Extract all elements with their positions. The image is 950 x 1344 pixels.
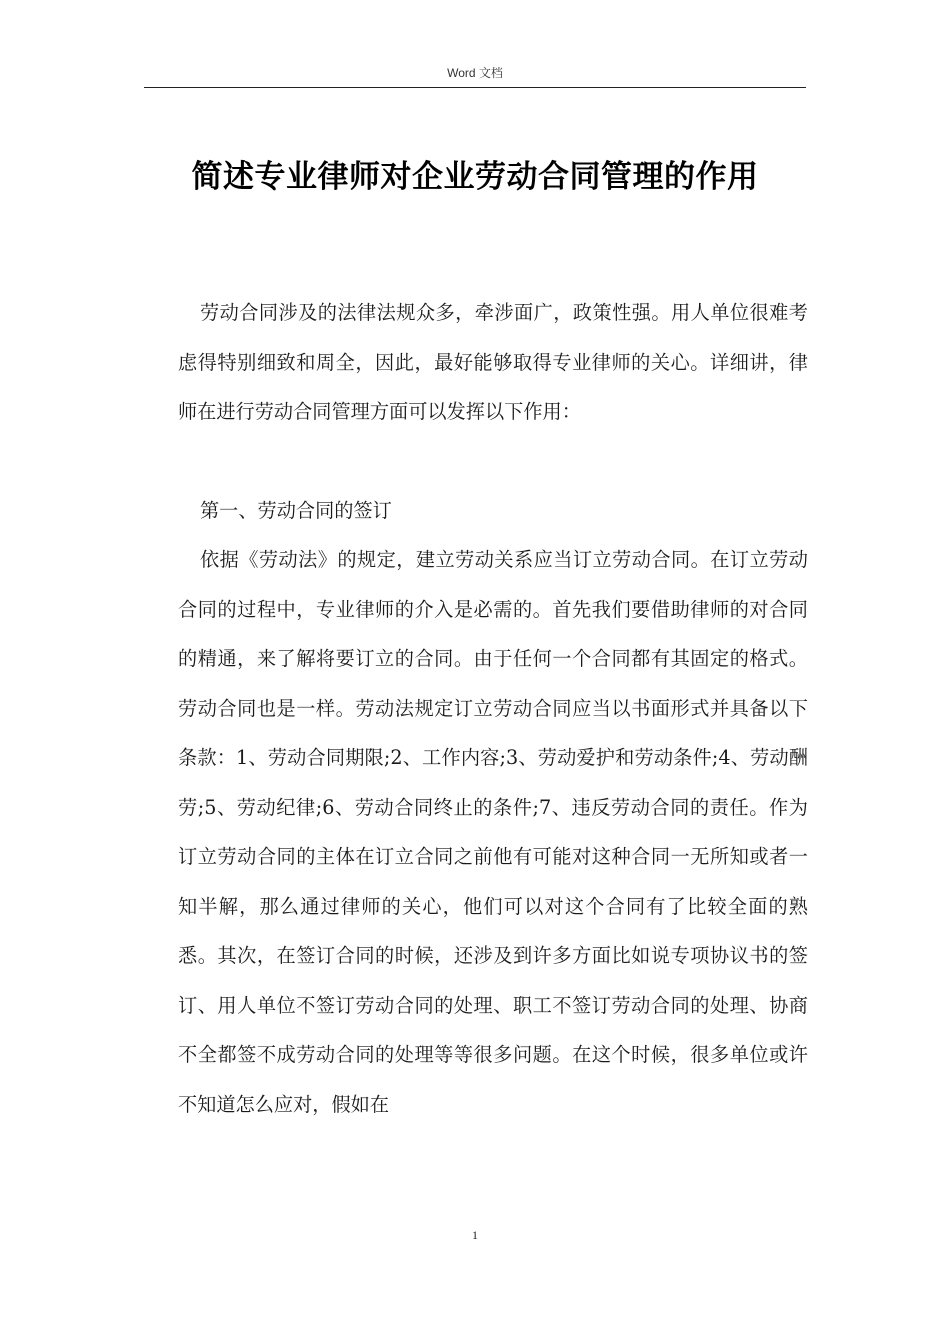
header-divider	[144, 87, 806, 88]
section-heading-signing: 第一、劳动合同的签订	[200, 499, 392, 522]
paragraph-signing-body: 依据《劳动法》的规定，建立劳动关系应当订立劳动合同。在订立劳动合同的过程中，专业律师的介入是必需的。首先我们要借助律师的对合同的精通，来了解将要订立的合同。由于任何一个合同都有其固定的格式。劳动合同也是一样。劳动法规定订立劳动合同应当以书面形式并具备以下条款：1、劳动合同期限;2、工作内容;3、劳动爱护和劳动条件;4、劳动酬劳;5、劳动纪律;6、劳动合同终止的条件;7、违反劳动合同的责任。作为订立劳动合同的主体在订立合同之前他有可能对这种合同一无所知或者一知半解，那么通过律师的关心，他们可以对这个合同有了比较全面的熟悉。其次，在签订合同的时候，还涉及到许多方面比如说专项协议书的签订、用人单位不签订劳动合同的处理、职工不签订劳动合同的处理、协商不全都签不成劳动合同的处理等等很多问题。在这个时候，很多单位或许不知道怎么应对，假如在	[178, 548, 808, 1116]
paragraph-intro: 劳动合同涉及的法律法规众多，牵涉面广，政策性强。用人单位很难考虑得特别细致和周全，因此，最好能够取得专业律师的关心。详细讲，律师在进行劳动合同管理方面可以发挥以下作用：	[178, 301, 808, 423]
document-title: 简述专业律师对企业劳动合同管理的作用	[191, 159, 759, 195]
page-header: Word 文档	[447, 66, 503, 80]
page-number: 1	[472, 1228, 478, 1242]
